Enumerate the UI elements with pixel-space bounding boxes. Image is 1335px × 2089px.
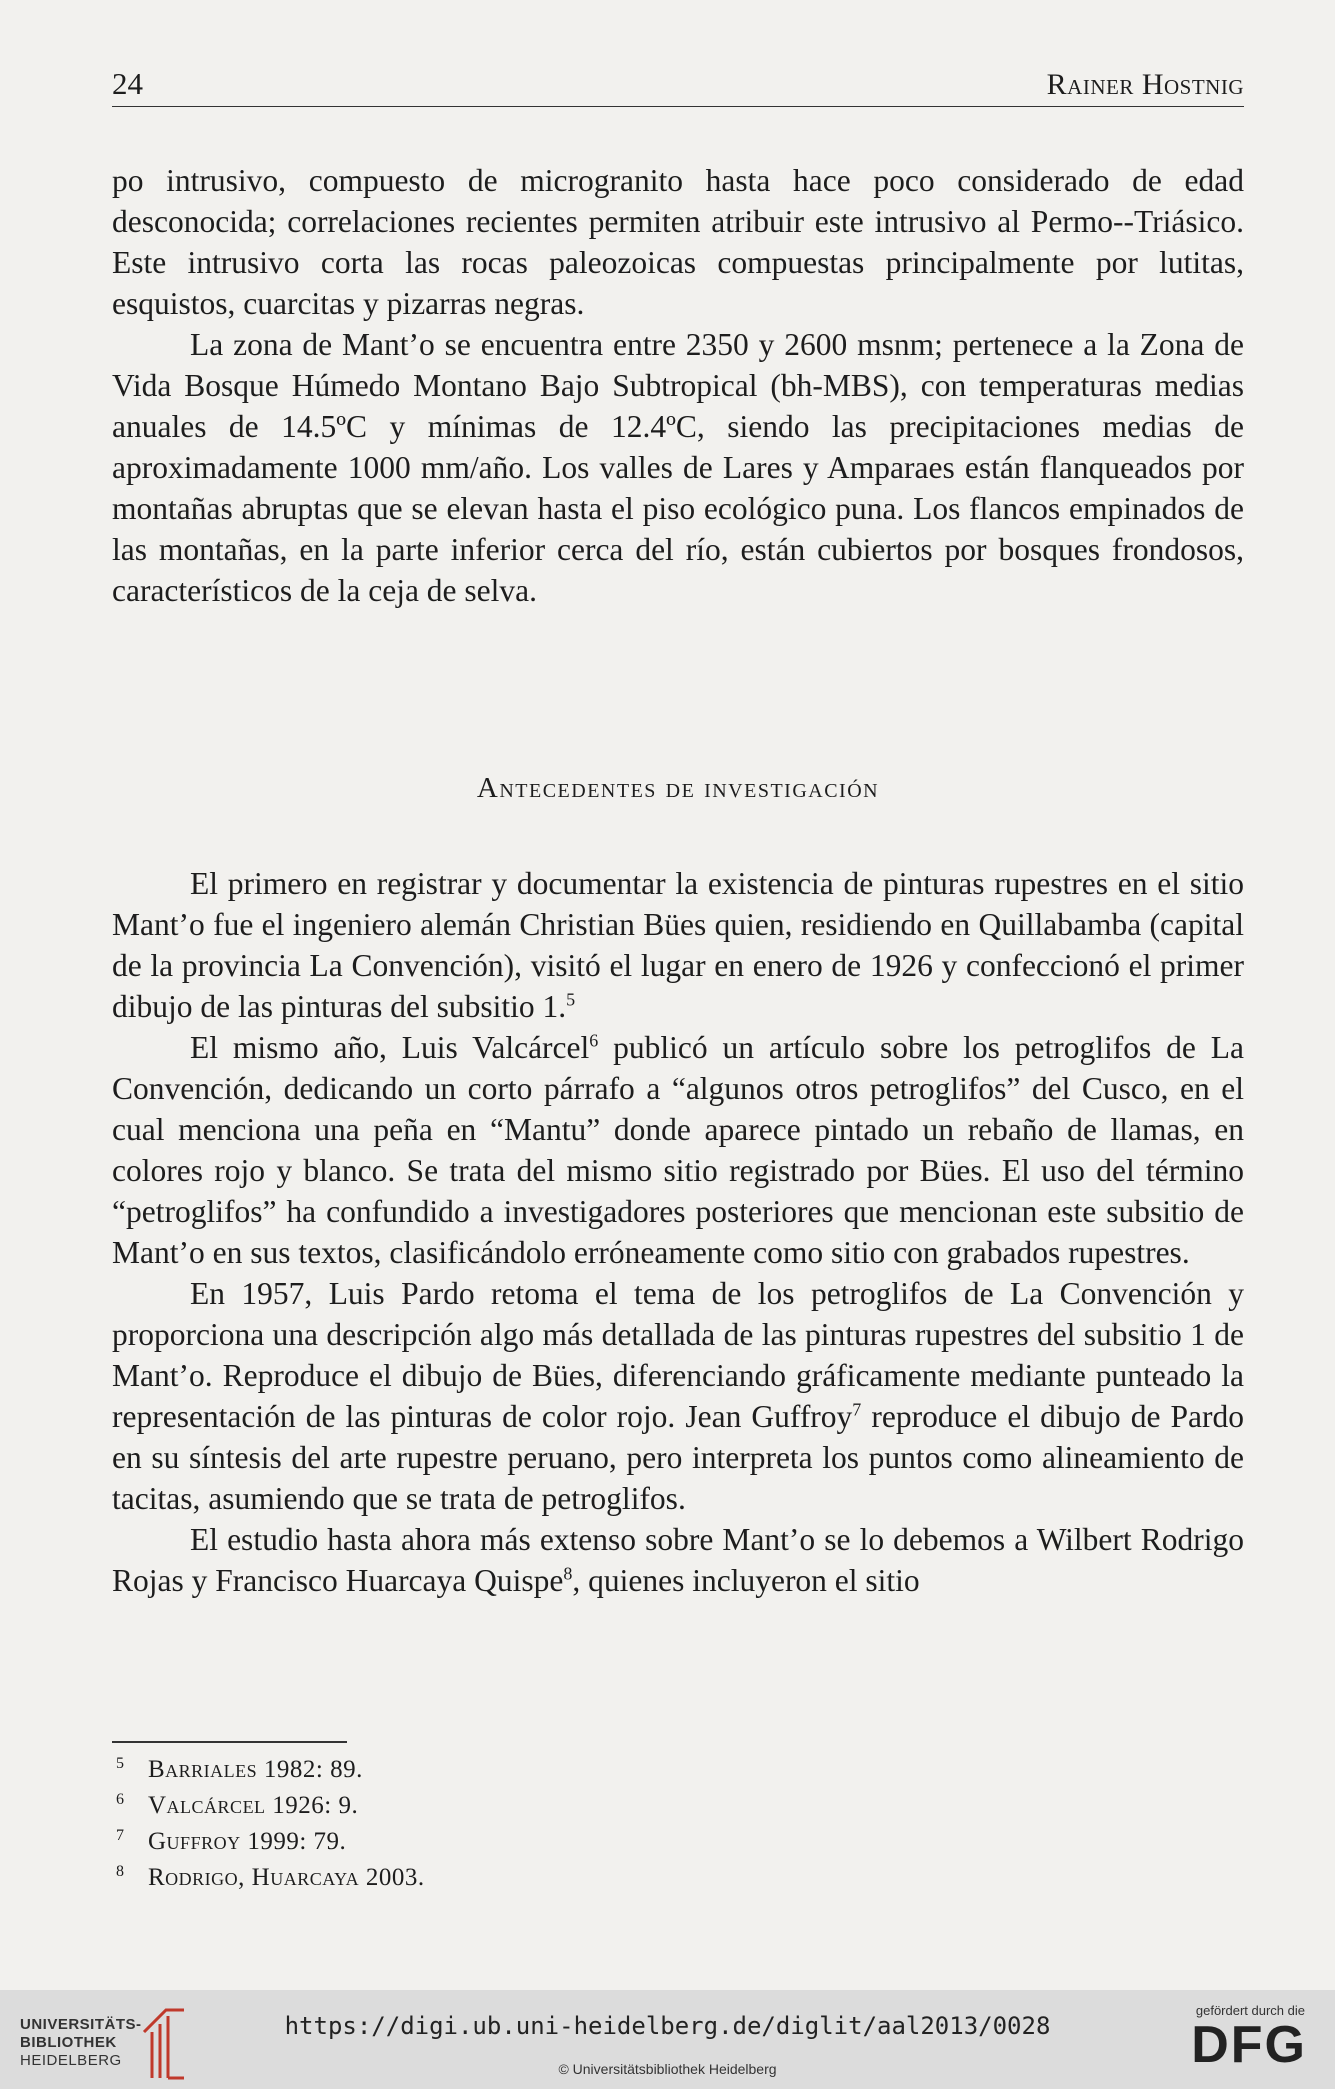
footnote: 8 Rodrigo, Huarcaya 2003. xyxy=(116,1863,425,1891)
footnote-ref[interactable]: 6 xyxy=(589,1030,599,1051)
footnote: 7 Guffroy 1999: 79. xyxy=(116,1827,347,1855)
paragraph: El mismo año, Luis Valcárcel$^6$ publicó un artículo sobre los petroglifos de La Convención, dedicando un corto párrafo a “algunos otros petroglifos” del Cusco, en el cual menciona una peña en “Mantu” donde aparece pintado un rebaño de llamas, en colores rojo y blanco. Se trata del mismo sitio registrado por Bües. El uso del término “petroglifos” ha confundido a investigadores posteriores que mencionan este subsitio de Mant’o en sus textos, clasificándolo erróneamente como sitio con grabados rupestres. xyxy=(112,1030,1244,1270)
paragraph: El primero en registrar y documentar la existencia de pinturas rupestres en el sitio Mant’o fue el ingeniero alemán Christian Bües quien, residiendo en Quillabamba (capital de la provincia La Convención), visitó el lugar en enero de 1926 y confeccionó el primer dibujo de las pinturas del subsitio 1.$^5$ xyxy=(112,866,1244,1024)
paragraph: po intrusivo, compuesto de microgranito hasta hace poco considerado de edad desconocida; correlaciones recientes permiten atribuir este intrusivo al Permo--Triásico. Este intrusivo corta las rocas paleozoicas compuestas principalmente por lutitas, esquistos, cuarcitas y pizarras negras. xyxy=(112,163,1244,321)
body-text-top xyxy=(112,160,1244,611)
dfg-logo[interactable]: DFG xyxy=(1191,2016,1307,2074)
page-header xyxy=(112,66,1244,107)
footnote-divider xyxy=(112,1741,347,1743)
section-heading: Antecedentes de investigación xyxy=(476,772,880,804)
footnote-ref[interactable]: 8 xyxy=(563,1563,573,1584)
footnotes xyxy=(116,1752,425,1896)
footnote: 5 Barriales 1982: 89. xyxy=(116,1755,363,1783)
footnote-ref[interactable]: 5 xyxy=(566,989,576,1010)
paragraph: En 1957, Luis Pardo retoma el tema de los petroglifos de La Convención y proporciona una descripción algo más detallada de las pinturas rupestres del subsitio 1 de Mant’o. Reproduce el dibujo de Bües, diferenciando gráficamente mediante punteado la representación de las pinturas de color rojo. Jean Guffroy$^7$ reproduce el dibujo de Pardo en su síntesis del arte rupestre peruano, pero interpreta los puntos como alineamiento de tacitas, asumiendo que se trata de petroglifos. xyxy=(112,1276,1244,1516)
page-number: 24 xyxy=(112,66,143,101)
copyright-notice: © Universitätsbibliothek Heidelberg xyxy=(558,2061,777,2077)
funding-note: gefördert durch die xyxy=(1195,2003,1305,2018)
running-head: Rainer Hostnig xyxy=(1046,68,1244,101)
footnote: 6 Valcárcel 1926: 9. xyxy=(116,1791,359,1819)
permalink-url[interactable]: https://digi.ub.uni-heidelberg.de/diglit/aal2013/0028 xyxy=(284,2012,1051,2040)
paragraph: El estudio hasta ahora más extenso sobre Mant’o se lo debemos a Wilbert Rodrigo Rojas y Francisco Huarcaya Quispe$^8$, quienes incluyeron el sitio xyxy=(112,1522,1244,1598)
body-text-section xyxy=(112,863,1244,1601)
footnote-ref[interactable]: 7 xyxy=(852,1399,862,1420)
paragraph: La zona de Mant’o se encuentra entre 2350 y 2600 msnm; pertenece a la Zona de Vida Bosque Húmedo Montano Bajo Subtropical (bh-MBS), con temperaturas medias anuales de 14.5ºC y mínimas de 12.4ºC, siendo las precipitaciones medias de aproximadamente 1000 mm/año. Los valles de Lares y Amparaes están flanqueados por montañas abruptas que se elevan hasta el piso ecológico puna. Los flancos empinados de las montañas, en la parte inferior cerca del río, están cubiertos por bosques frondosos, característicos de la ceja de selva. xyxy=(112,327,1244,608)
